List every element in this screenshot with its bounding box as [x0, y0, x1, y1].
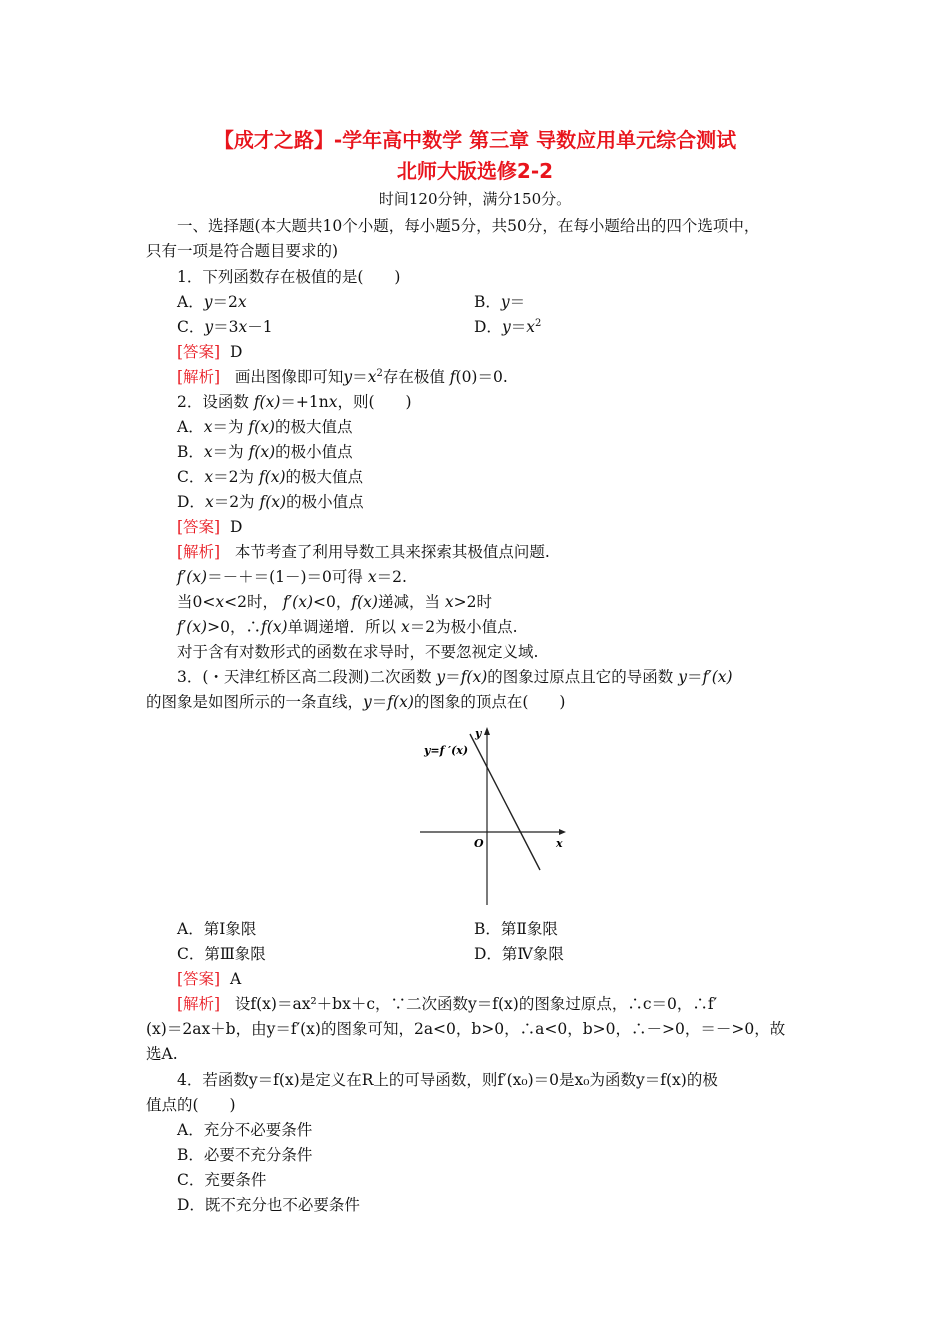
answer-tag: [答案] [177, 343, 221, 361]
analysis-tag: [解析] [177, 543, 221, 561]
analysis-tag: [解析] [177, 995, 221, 1013]
q4-option-c: C．充要条件 [177, 1171, 267, 1189]
q1-answer: [答案] D [177, 343, 243, 361]
derivative-line-graph [420, 727, 570, 907]
q3-option-a: A．第Ⅰ象限 [177, 920, 257, 938]
q3-stem-line-2: 的图象是如图所示的一条直线，y＝f(x)的图象的顶点在( ) [146, 693, 566, 711]
answer-tag: [答案] [177, 970, 221, 988]
q2-analysis-line-3: 当0<x<2时， f′(x)<0，f(x)递减，当 x>2时 [177, 593, 492, 611]
q1-analysis: [解析] 画出图像即可知$y=x^2$存在极值 f(0)＝0. [177, 368, 508, 386]
x-axis-arrow [559, 829, 566, 835]
origin-label: O [474, 837, 484, 850]
q1-option-c: C．y＝3x－1 [177, 318, 273, 336]
q1-option-d: D．$y=x^2$ [474, 318, 542, 336]
answer-tag: [答案] [177, 518, 221, 536]
q2-analysis-line-4: f′(x)>0，∴f(x)单调递增．所以 x＝2为极小值点. [177, 618, 518, 636]
q3-option-d: D．第Ⅳ象限 [474, 945, 564, 963]
q3-analysis-line-1: [解析] 设f(x)＝ax²＋bx＋c，∵二次函数y＝f(x)的图象过原点，∴c＝0，∴f′ [177, 995, 718, 1013]
q4-option-a: A．充分不必要条件 [177, 1121, 313, 1139]
q2-stem: 2．设函数 f(x)＝+1nx，则( ) [177, 393, 412, 411]
q3-answer: [答案] A [177, 970, 242, 988]
y-axis-arrow [484, 727, 490, 735]
q3-analysis-line-2: (x)＝2ax＋b，由y＝f′(x)的图象可知，2a<0，b>0，∴a<0，b>0，∴－>0，＝－>0，故 [146, 1020, 786, 1038]
q2-answer: [答案] D [177, 518, 243, 536]
q2-analysis-line-5: 对于含有对数形式的函数在求导时，不要忽视定义域. [177, 643, 539, 661]
line-label: y=f ′(x) [424, 744, 469, 757]
q1-option-a: A．y＝2x [177, 293, 247, 311]
q1-option-b: B．y＝ [474, 293, 526, 311]
title-line-2: 北师大版选修2-2 [396, 159, 554, 183]
q2-option-d: D．x＝2为 f(x)的极小值点 [177, 493, 364, 511]
section-heading-line-1: 一、选择题(本大题共10个小题，每小题5分，共50分，在每小题给出的四个选项中， [177, 217, 760, 235]
q2-option-a: A．x＝为 f(x)的极大值点 [177, 418, 353, 436]
time-note: 时间120分钟，满分150分。 [378, 190, 572, 208]
q2-analysis-line-2: f′(x)＝－＋＝(1－)＝0可得 x＝2. [177, 568, 407, 586]
q2-option-b: B．x＝为 f(x)的极小值点 [177, 443, 353, 461]
q1-stem: 1．下列函数存在极值的是( ) [177, 268, 401, 286]
q4-option-d: D．既不充分也不必要条件 [177, 1196, 360, 1214]
q4-option-b: B．必要不充分条件 [177, 1146, 313, 1164]
section-heading-line-2: 只有一项是符合题目要求的) [146, 242, 339, 260]
analysis-tag: [解析] [177, 368, 221, 386]
q4-stem-line-2: 值点的( ) [146, 1096, 236, 1114]
title-line-1: 【成才之路】-学年高中数学 第三章 导数应用单元综合测试 [213, 128, 737, 152]
q3-stem-line-1: 3．(・天津红桥区高二段测)二次函数 y＝f(x)的图象过原点且它的导函数 y＝f′(x) [177, 668, 733, 686]
q4-stem-line-1: 4．若函数y＝f(x)是定义在R上的可导函数，则f′(x₀)＝0是x₀为函数y＝f(x)的极 [177, 1071, 718, 1089]
q3-option-b: B．第Ⅱ象限 [474, 920, 558, 938]
q3-analysis-line-3: 选A. [146, 1045, 178, 1063]
q2-analysis-line-1: [解析] 本节考查了利用导数工具来探索其极值点问题. [177, 543, 550, 561]
y-axis-label: y [475, 727, 482, 740]
q2-option-c: C．x＝2为 f(x)的极大值点 [177, 468, 364, 486]
q3-option-c: C．第Ⅲ象限 [177, 945, 266, 963]
x-axis-label: x [556, 837, 563, 850]
